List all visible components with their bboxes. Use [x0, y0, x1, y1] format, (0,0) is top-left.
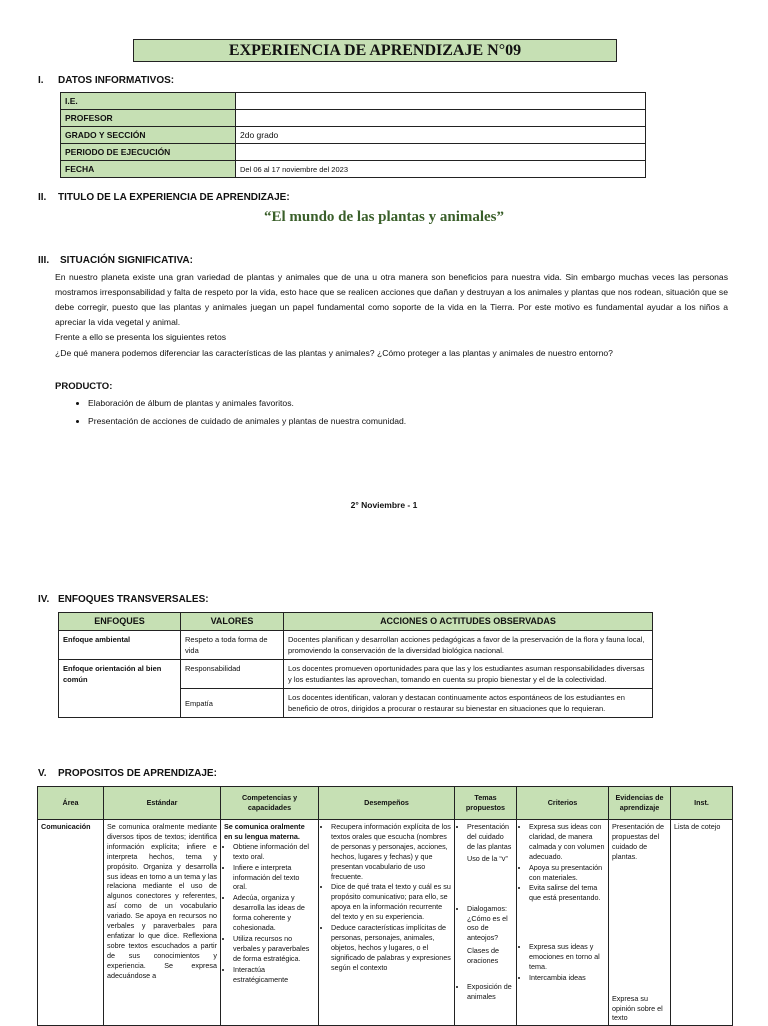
list-item: • Presentación del cuidado de las plantas [467, 822, 513, 852]
evidencias-cell [609, 820, 671, 1026]
list-item: • Evita salirse del tema que está presentando. [529, 883, 605, 903]
datos-value [236, 144, 646, 161]
list-item: • Deduce características implícitas de personas, personajes, animales, objetos, hechos y lugares, o el significado de palabras y expresiones según el contexto [331, 923, 451, 973]
section-number: IV. [38, 594, 50, 605]
datos-label: PROFESOR [61, 110, 236, 127]
section-enfoques-heading [38, 594, 209, 605]
propositos-table [37, 786, 733, 1026]
valor-cell: Respeto a toda forma de vida [181, 631, 284, 660]
column-header: Evidencias de aprendizaje [609, 787, 671, 820]
section-number: I. [38, 75, 44, 86]
section-number: III. [38, 255, 50, 266]
datos-label: GRADO Y SECCIÓN [61, 127, 236, 144]
section-situacion-heading [38, 255, 193, 266]
table-row [61, 144, 646, 161]
datos-value [236, 93, 646, 110]
valor-cell: Responsabilidad [181, 660, 284, 689]
section-label: PROPOSITOS DE APRENDIZAJE: [58, 768, 217, 779]
estandar-cell: Se comunica oralmente mediante diversos tipos de textos; identifica información explícita; infiere e interpreta hechos, tema y propósito. Organiza y desarrolla sus ideas en torno a un tema y las relaciona mediante el uso de algunos conectores y referentes, así como de un vocabulario variado. Se apoya en recursos no verbales y paraverbales para enfatizar lo que dice. Reflexiona sobre textos escuchados a partir de sus conocimientos y experiencia. Se expresa adecuándose a [104, 820, 221, 1026]
valor-cell: Empatía [181, 689, 284, 718]
list-item: • Presentación de acciones de cuidado de animales y plantas de nuestra comunidad. [88, 416, 406, 426]
accion-cell: Los docentes promueven oportunidades para que las y los estudiantes asuman responsabilidades diversas y los estudiantes las aprovechan, tomando en cuenta su propio bienestar y el de la colectividad. [284, 660, 653, 689]
table-row [59, 631, 653, 660]
enfoque-cell: Enfoque orientación al bien común [59, 660, 181, 718]
table-row [61, 127, 646, 144]
section-label: ENFOQUES TRANSVERSALES: [58, 594, 209, 605]
table-row [61, 110, 646, 127]
inst-cell: Lista de cotejo [671, 820, 733, 1026]
list-item: • Elaboración de álbum de plantas y animales favoritos. [88, 398, 406, 408]
desempenos-cell [319, 820, 455, 1026]
accion-cell: Docentes planifican y desarrollan acciones pedagógicas a favor de la preservación de la flora y fauna local, promoviendo la conservación de la diversidad biológica nacional. [284, 631, 653, 660]
datos-value: 2do grado [236, 127, 646, 144]
section-datos-heading [38, 75, 174, 86]
list-item: • Intercambia ideas [529, 973, 605, 983]
list-item: • Adecúa, organiza y desarrolla las ideas de forma coherente y cohesionada. [233, 893, 315, 933]
evidencia-item: Expresa su opinión sobre el texto [612, 993, 663, 1023]
table-header-row [38, 787, 733, 820]
column-header: Desempeños [319, 787, 455, 820]
list-item: • Expresa sus ideas con claridad, de manera calmada y con volumen adecuado. [529, 822, 605, 862]
section-label: DATOS INFORMATIVOS: [58, 75, 175, 86]
datos-label: I.E. [61, 93, 236, 110]
column-header: Área [38, 787, 104, 820]
criterios-cell [517, 820, 609, 1026]
column-header: Temas propuestos [455, 787, 517, 820]
section-titulo-heading [38, 192, 290, 203]
list-item: • Infiere e interpreta información del texto oral. [233, 863, 315, 893]
evidencia-item: Presentación de propuestas del cuidado de plantas. [612, 822, 664, 861]
list-item: • Recupera información explícita de los textos orales que escucha (nombres de personas y personajes, acciones, hechos, lugares y fechas) y que presentan vocabulario de uso frecuente. [331, 822, 451, 881]
datos-label: PERIODO DE EJECUCIÓN [61, 144, 236, 161]
column-header: ENFOQUES [59, 613, 181, 631]
accion-cell: Los docentes identifican, valoran y destacan continuamente actos espontáneos de los estudiantes en beneficio de otros, dirigidos a procurar o restaurar su bienestar en situaciones que lo requieran. [284, 689, 653, 718]
section-label: SITUACIÓN SIGNIFICATIVA: [60, 255, 193, 266]
competencia-title: Se comunica oralmente en su lengua materna. [224, 822, 305, 841]
list-item: • Expresa sus ideas y emociones en torno al tema. [529, 942, 605, 972]
date-note: 2° Noviembre - 1 [350, 500, 418, 510]
page-title: EXPERIENCIA DE APRENDIZAJE N°09 [133, 39, 617, 62]
table-row [61, 161, 646, 178]
datos-value: Del 06 al 17 noviembre del 2023 [236, 161, 646, 178]
table-header-row [59, 613, 653, 631]
column-header: Inst. [671, 787, 733, 820]
list-item: • Obtiene información del texto oral. [233, 842, 315, 862]
list-item: • Dialogamos: ¿Cómo es el oso de anteojos? [467, 904, 513, 944]
datos-table [60, 92, 646, 178]
competencias-cell [221, 820, 319, 1026]
table-row [38, 820, 733, 1026]
enfoques-table [58, 612, 653, 718]
table-row [59, 660, 653, 689]
list-item: • Apoya su presentación con materiales. [529, 863, 605, 883]
producto-label: PRODUCTO: [55, 381, 113, 392]
list-item: • Dice de qué trata el texto y cuál es su propósito comunicativo; para ello, se apoya en la información recurrente del texto y en su experiencia. [331, 882, 451, 922]
situacion-preguntas: ¿De qué manera podemos diferenciar las características de las plantas y animales? ¿Cómo proteger a las plantas y animales de nuestro entorno? [55, 348, 613, 358]
section-label: TITULO DE LA EXPERIENCIA DE APRENDIZAJE: [58, 192, 290, 203]
column-header: ACCIONES O ACTITUDES OBSERVADAS [284, 613, 653, 631]
table-row [61, 93, 646, 110]
list-item: • Exposición de animales [467, 982, 513, 1002]
column-header: Competencias y capacidades [221, 787, 319, 820]
tema-item: Clases de oraciones [467, 946, 499, 966]
section-number: V. [38, 768, 47, 779]
enfoque-cell: Enfoque ambiental [59, 631, 181, 660]
situacion-retos: Frente a ello se presenta los siguientes retos [55, 332, 227, 342]
list-item: • Utiliza recursos no verbales y paraverbales de forma estratégica. [233, 934, 315, 964]
section-propositos-heading [38, 768, 217, 779]
area-cell: Comunicación [38, 820, 104, 1026]
column-header: VALORES [181, 613, 284, 631]
datos-label: FECHA [61, 161, 236, 178]
producto-list [72, 398, 406, 434]
datos-value [236, 110, 646, 127]
list-item: • Interactúa estratégicamente [233, 965, 315, 985]
column-header: Criterios [517, 787, 609, 820]
column-header: Estándar [104, 787, 221, 820]
section-number: II. [38, 192, 47, 203]
situacion-paragraph: En nuestro planeta existe una gran variedad de plantas y animales que de una u otra manera son beneficios para nuestra vida. Sin embargo muchas veces las personas mostramos irresponsabilidad y falta de respeto por la vida, esto hace que se realicen acciones que dañan y destruyan a los animales y plantas que nos rodean, situación que se debe corregir, puesto que las plantas y animales juegan un papel fundamental como soporte de la vida en la Tierra. Por este motivo es fundamental ayudar a los niños a apreciar la vida vegetal y animal. [55, 272, 728, 327]
temas-cell [455, 820, 517, 1026]
tema-item: Uso de la “v” [467, 853, 508, 863]
experience-title: “El mundo de las plantas y animales” [263, 209, 505, 225]
